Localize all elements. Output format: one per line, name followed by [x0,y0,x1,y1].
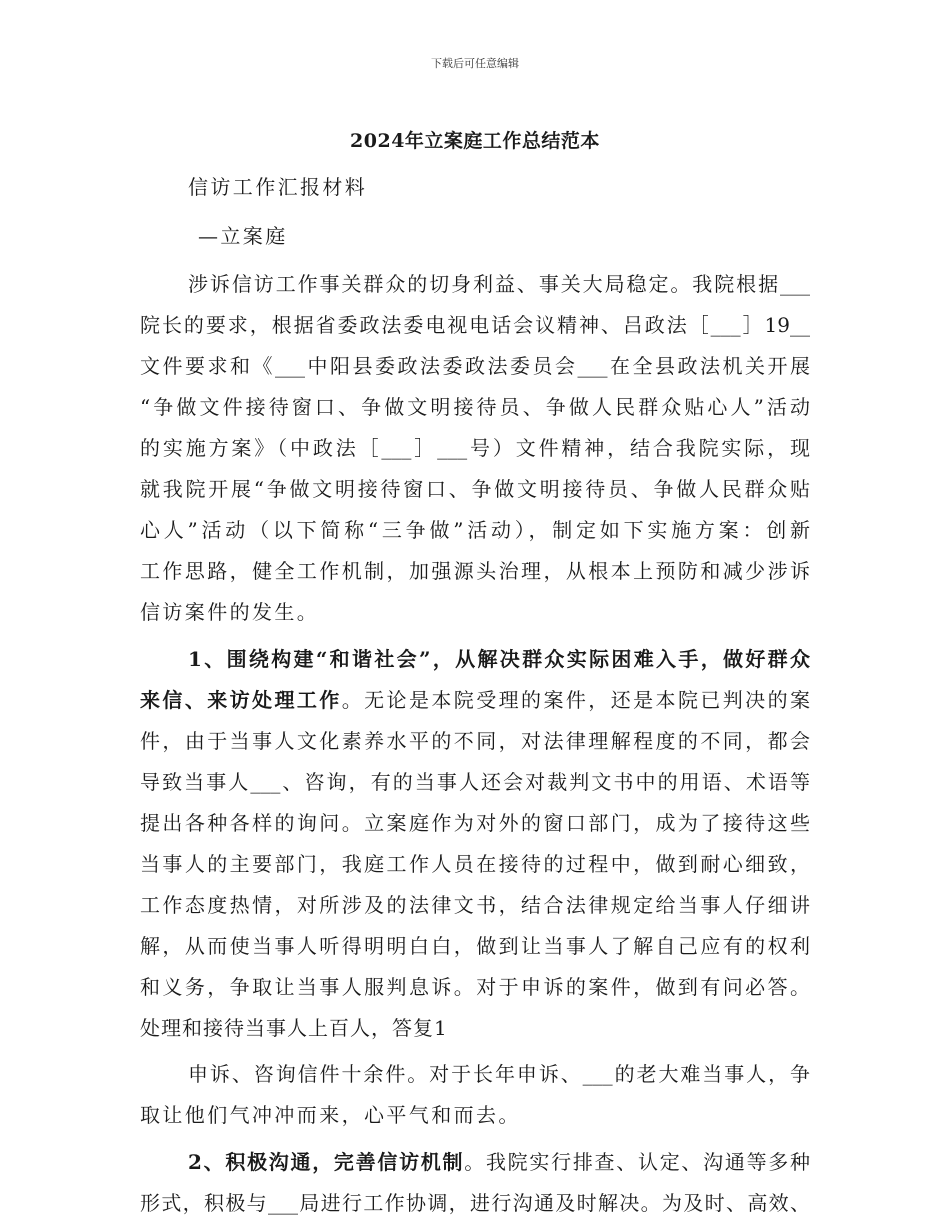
paragraph-line: 当事人的主要部门，我庭工作人员在接待的过程中，做到耐心细致， [140,852,810,876]
paragraph-line: 文件要求和《___中阳县委政法委政法委员会___在全县政法机关开展 [140,354,810,378]
paragraph-line: 导致当事人___、咨询，有的当事人还会对裁判文书中的用语、术语等 [140,770,810,794]
section-heading-1-continued: 来信、来访处理工作 [140,688,342,712]
paragraph-line [188,1148,810,1176]
paragraph-line: 工作态度热情，对所涉及的法律文书，结合法律规定给当事人仔细讲 [140,893,810,917]
paragraph-line: 形式，积极与___局进行工作协调，进行沟通及时解决。为及时、高效、 [140,1191,810,1215]
paragraph-line [140,686,810,714]
paragraph-text: 。我院实行排查、认定、沟通等多种 [464,1150,811,1174]
paragraph-text: 。无论是本院受理的案件，还是本院已判决的案 [341,688,811,712]
paragraph-line: 取让他们气冲冲而来，心平气和而去。 [140,1103,521,1127]
paragraph-line: 件，由于当事人文化素养水平的不同，对法律理解程度的不同，都会 [140,729,810,753]
paragraph-line: 处理和接待当事人上百人，答复1 [140,1016,448,1040]
section-heading-2: 2、积极沟通，完善信访机制 [188,1150,465,1174]
paragraph-line: 就我院开展“争做文明接待窗口、争做文明接待员、争做人民群众贴 [140,477,810,501]
paragraph-line: 解，从而使当事人听得明明白白，做到让当事人了解自己应有的权利 [140,934,810,958]
paragraph-line: 和义务，争取让当事人服判息诉。对于申诉的案件，做到有问必答。 [140,975,810,999]
paragraph-line: 信访案件的发生。 [140,600,320,624]
paragraph-line: 提出各种各样的询问。立案庭作为对外的窗口部门，成为了接待这些 [140,811,810,835]
paragraph-line: 工作思路，健全工作机制，加强源头治理，从根本上预防和减少涉诉 [140,559,810,583]
paragraph-line: 院长的要求，根据省委政法委电视电话会议精神、吕政法［___］19__ [140,313,810,337]
header-note: 下载后可任意编辑 [431,57,519,70]
paragraph-line: 的实施方案》（中政法［___］___号）文件精神，结合我院实际，现 [140,436,810,460]
paragraph-line: 申诉、咨询信件十余件。对于长年申诉、___的老大难当事人，争 [188,1062,810,1086]
paragraph-line: 心人”活动（以下简称“三争做”活动），制定如下实施方案：创新 [140,518,810,542]
section-heading-1: 1、围绕构建“和谐社会”，从解决群众实际困难入手，做好群众 [188,647,810,671]
paragraph-line: 涉诉信访工作事关群众的切身利益、事关大局稳定。我院根据___ [188,272,810,296]
doc-subtitle: 信访工作汇报材料 [188,175,368,199]
paragraph-line: “争做文件接待窗口、争做文明接待员、争做人民群众贴心人”活动 [140,395,810,419]
document-title: 2024年立案庭工作总结范本 [350,130,600,152]
doc-department: —立案庭 [198,224,288,248]
